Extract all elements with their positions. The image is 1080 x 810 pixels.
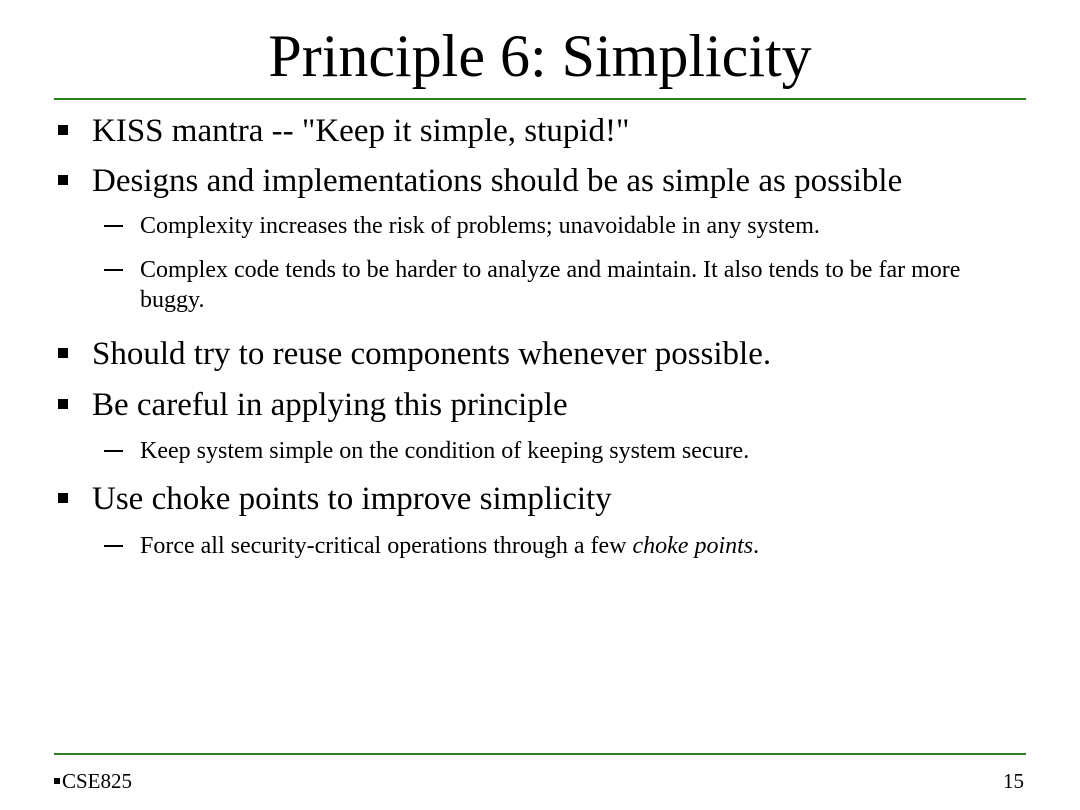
footer-course	[54, 768, 132, 794]
sub-bullet-item	[140, 211, 1030, 241]
bullet-item	[92, 334, 771, 374]
course-label: CSE825	[62, 769, 133, 793]
sub-bullet-text: Complex code tends to be harder to analyze and maintain. It also tends to be far more buggy.	[140, 257, 961, 313]
bullet-item	[92, 385, 568, 425]
square-bullet-icon	[58, 348, 68, 358]
sub-bullet-text: Keep system simple on the condition of keeping system secure.	[140, 438, 750, 464]
sub-bullet-text: Complexity increases the risk of problems; unavoidable in any system.	[140, 213, 820, 239]
bullet-item	[92, 479, 612, 519]
square-bullet-icon	[54, 778, 60, 784]
sub-bullet-item	[140, 255, 1030, 315]
dash-bullet-icon	[104, 450, 123, 452]
bullet-text: Should try to reuse components whenever possible.	[92, 336, 772, 372]
sub-bullet-item	[140, 531, 1030, 561]
bullet-text: Designs and implementations should be as simple as possible	[92, 163, 903, 199]
emphasized-term: choke points	[632, 533, 754, 559]
square-bullet-icon	[58, 175, 68, 185]
bullet-text: KISS mantra -- "Keep it simple, stupid!"	[92, 113, 630, 149]
dash-bullet-icon	[104, 545, 123, 547]
bullet-item	[92, 161, 902, 201]
dash-bullet-icon	[104, 269, 123, 271]
sub-bullet-item	[140, 436, 1030, 466]
square-bullet-icon	[58, 493, 68, 503]
footer-divider	[54, 753, 1026, 755]
page-number: 15	[1003, 769, 1024, 793]
bullet-text: Be careful in applying this principle	[92, 387, 568, 423]
slide-title: Principle 6: Simplicity	[268, 23, 812, 89]
bullet-item	[92, 111, 629, 151]
square-bullet-icon	[58, 125, 68, 135]
sub-bullet-text-prefix: Force all security-critical operations through a few	[140, 533, 633, 559]
square-bullet-icon	[58, 399, 68, 409]
sub-bullet-text-suffix: .	[753, 533, 760, 559]
dash-bullet-icon	[104, 225, 123, 227]
bullet-text: Use choke points to improve simplicity	[92, 481, 612, 517]
